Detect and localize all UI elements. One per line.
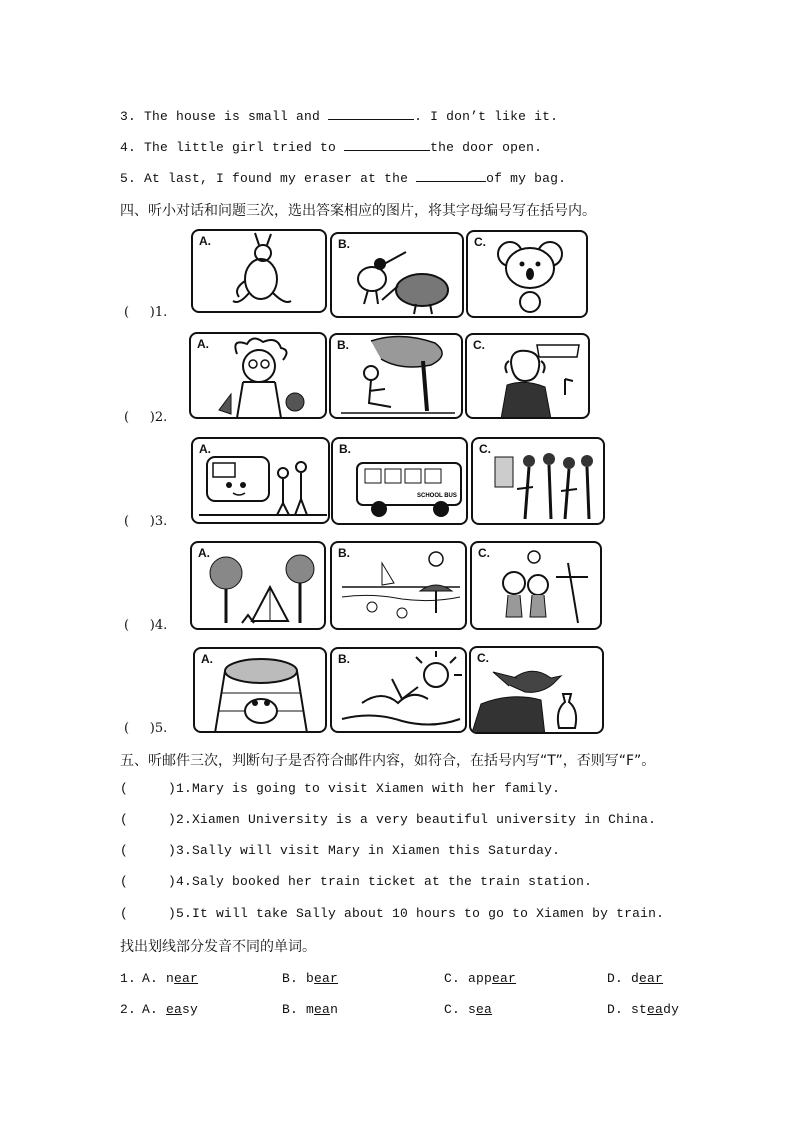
option-letter: C. [477, 651, 489, 665]
answer-paren[interactable]: ( ) [120, 843, 177, 858]
picture-option-4b[interactable] [330, 541, 467, 630]
picture-option-1a[interactable] [191, 229, 327, 313]
fill-blank-4 [120, 138, 542, 155]
answer-blank[interactable] [344, 138, 430, 151]
frog-in-well-icon [195, 649, 327, 733]
picture-option-5a[interactable] [193, 647, 327, 733]
option-letter: A. [198, 546, 210, 560]
phonics-2c[interactable]: C. sea [444, 1002, 493, 1017]
question-number: 2. [154, 410, 168, 425]
option-letter: C. [479, 442, 491, 456]
option-letter: C. [474, 235, 486, 249]
picture-option-1b[interactable] [330, 232, 464, 318]
answer-paren-q5[interactable]: ( )5. [124, 721, 168, 736]
picture-option-3c[interactable] [471, 437, 605, 525]
sentence-start: At last, I found my eraser at the [144, 171, 417, 186]
fill-blank-3 [120, 107, 558, 124]
bird-and-sun-icon [332, 649, 467, 733]
question-number: 3. [154, 514, 168, 529]
picture-option-3b[interactable] [331, 437, 468, 525]
option-letter: B. [338, 546, 350, 560]
question-number: 1. [154, 305, 168, 320]
picture-option-2b[interactable] [329, 333, 463, 419]
answer-blank[interactable] [416, 169, 486, 182]
phonics-2b[interactable]: B. mean [282, 1002, 339, 1017]
option-letter: A. [199, 442, 211, 456]
sentence-end: the door open. [430, 140, 543, 155]
picture-option-5b[interactable] [330, 647, 467, 733]
answer-paren[interactable]: ( ) [120, 874, 177, 889]
phonics-2a[interactable]: A. easy [142, 1002, 199, 1017]
phonics-1c[interactable]: C. appear [444, 971, 517, 986]
answer-paren-q3[interactable]: ( )3. [124, 514, 168, 529]
crow-and-pitcher-icon [471, 648, 604, 734]
school-bus-label: SCHOOL BUS [417, 493, 457, 499]
question-number: 5. [120, 171, 137, 186]
phonics-1a[interactable]: A. near [142, 971, 199, 986]
tf-item-4 [120, 874, 592, 889]
picture-option-4a[interactable] [190, 541, 326, 630]
phonics-2d[interactable]: D. steady [607, 1002, 680, 1017]
option-letter: B. [337, 338, 349, 352]
option-letter: B. [338, 652, 350, 666]
phonics-title: 找出划线部分发音不同的单词。 [120, 939, 316, 955]
question-number: 5. [154, 721, 168, 736]
option-letter: B. [339, 442, 351, 456]
tf-item-5 [120, 906, 664, 921]
picture-option-2a[interactable] [189, 332, 327, 419]
statement-text: 1.Mary is going to visit Xiamen with her family. [176, 781, 561, 796]
kiwi-birds-icon [332, 234, 464, 318]
sentence-end: . I don’t like it. [414, 109, 559, 124]
man-under-tree-icon [331, 335, 463, 419]
beach-icon [332, 543, 467, 630]
statement-text: 2.Xiamen University is a very beautiful university in China. [176, 812, 657, 827]
crowded-train-icon [473, 439, 605, 525]
question-number: 4. [154, 618, 168, 633]
sentence-start: The little girl tried to [144, 140, 345, 155]
phonics-row-2-number: 2. [120, 1002, 137, 1017]
answer-blank[interactable] [328, 107, 414, 120]
tf-item-3 [120, 843, 560, 858]
question-number: 3. [120, 109, 137, 124]
question-number: 4. [120, 140, 137, 155]
tf-item-1 [120, 781, 560, 796]
option-letter: A. [197, 337, 209, 351]
scientist-icon [191, 334, 327, 419]
picture-option-1c[interactable] [466, 230, 588, 318]
answer-paren-q1[interactable]: ( )1. [124, 305, 168, 320]
animal-friends-icon [472, 543, 602, 630]
answer-paren[interactable]: ( ) [120, 906, 177, 921]
answer-paren[interactable]: ( ) [120, 812, 177, 827]
phonics-row-1-number: 1. [120, 971, 137, 986]
option-letter: A. [201, 652, 213, 666]
tram-icon [193, 439, 330, 524]
answer-paren[interactable]: ( ) [120, 781, 177, 796]
statement-text: 3.Sally will visit Mary in Xiamen this Saturday. [176, 843, 561, 858]
camping-icon [192, 543, 326, 630]
tf-item-2 [120, 812, 656, 827]
sentence-end: of my bag. [486, 171, 567, 186]
answer-paren-q2[interactable]: ( )2. [124, 410, 168, 425]
phonics-1d[interactable]: D. dear [607, 971, 664, 986]
option-letter: C. [473, 338, 485, 352]
statement-text: 5.It will take Sally about 10 hours to go to Xiamen by train. [176, 906, 665, 921]
answer-paren-q4[interactable]: ( )4. [124, 618, 168, 633]
option-letter: A. [199, 234, 211, 248]
picture-option-3a[interactable] [191, 437, 330, 524]
sentence-start: The house is small and [144, 109, 329, 124]
option-letter: B. [338, 237, 350, 251]
koala-icon [468, 232, 588, 318]
fill-blank-5 [120, 169, 566, 186]
section5-title: 五、听邮件三次，判断句子是否符合邮件内容，如符合，在括号内写“T”，否则写“F”。 [120, 753, 656, 769]
picture-option-5c[interactable] [469, 646, 604, 734]
kangaroo-icon [193, 231, 327, 313]
composer-icon [467, 335, 590, 419]
option-letter: C. [478, 546, 490, 560]
picture-option-4c[interactable] [470, 541, 602, 630]
school-bus-icon [333, 439, 468, 525]
statement-text: 4.Saly booked her train ticket at the train station. [176, 874, 593, 889]
phonics-1b[interactable]: B. bear [282, 971, 339, 986]
picture-option-2c[interactable] [465, 333, 590, 419]
section4-title: 四、听小对话和问题三次，选出答案相应的图片，将其字母编号写在括号内。 [120, 203, 596, 219]
